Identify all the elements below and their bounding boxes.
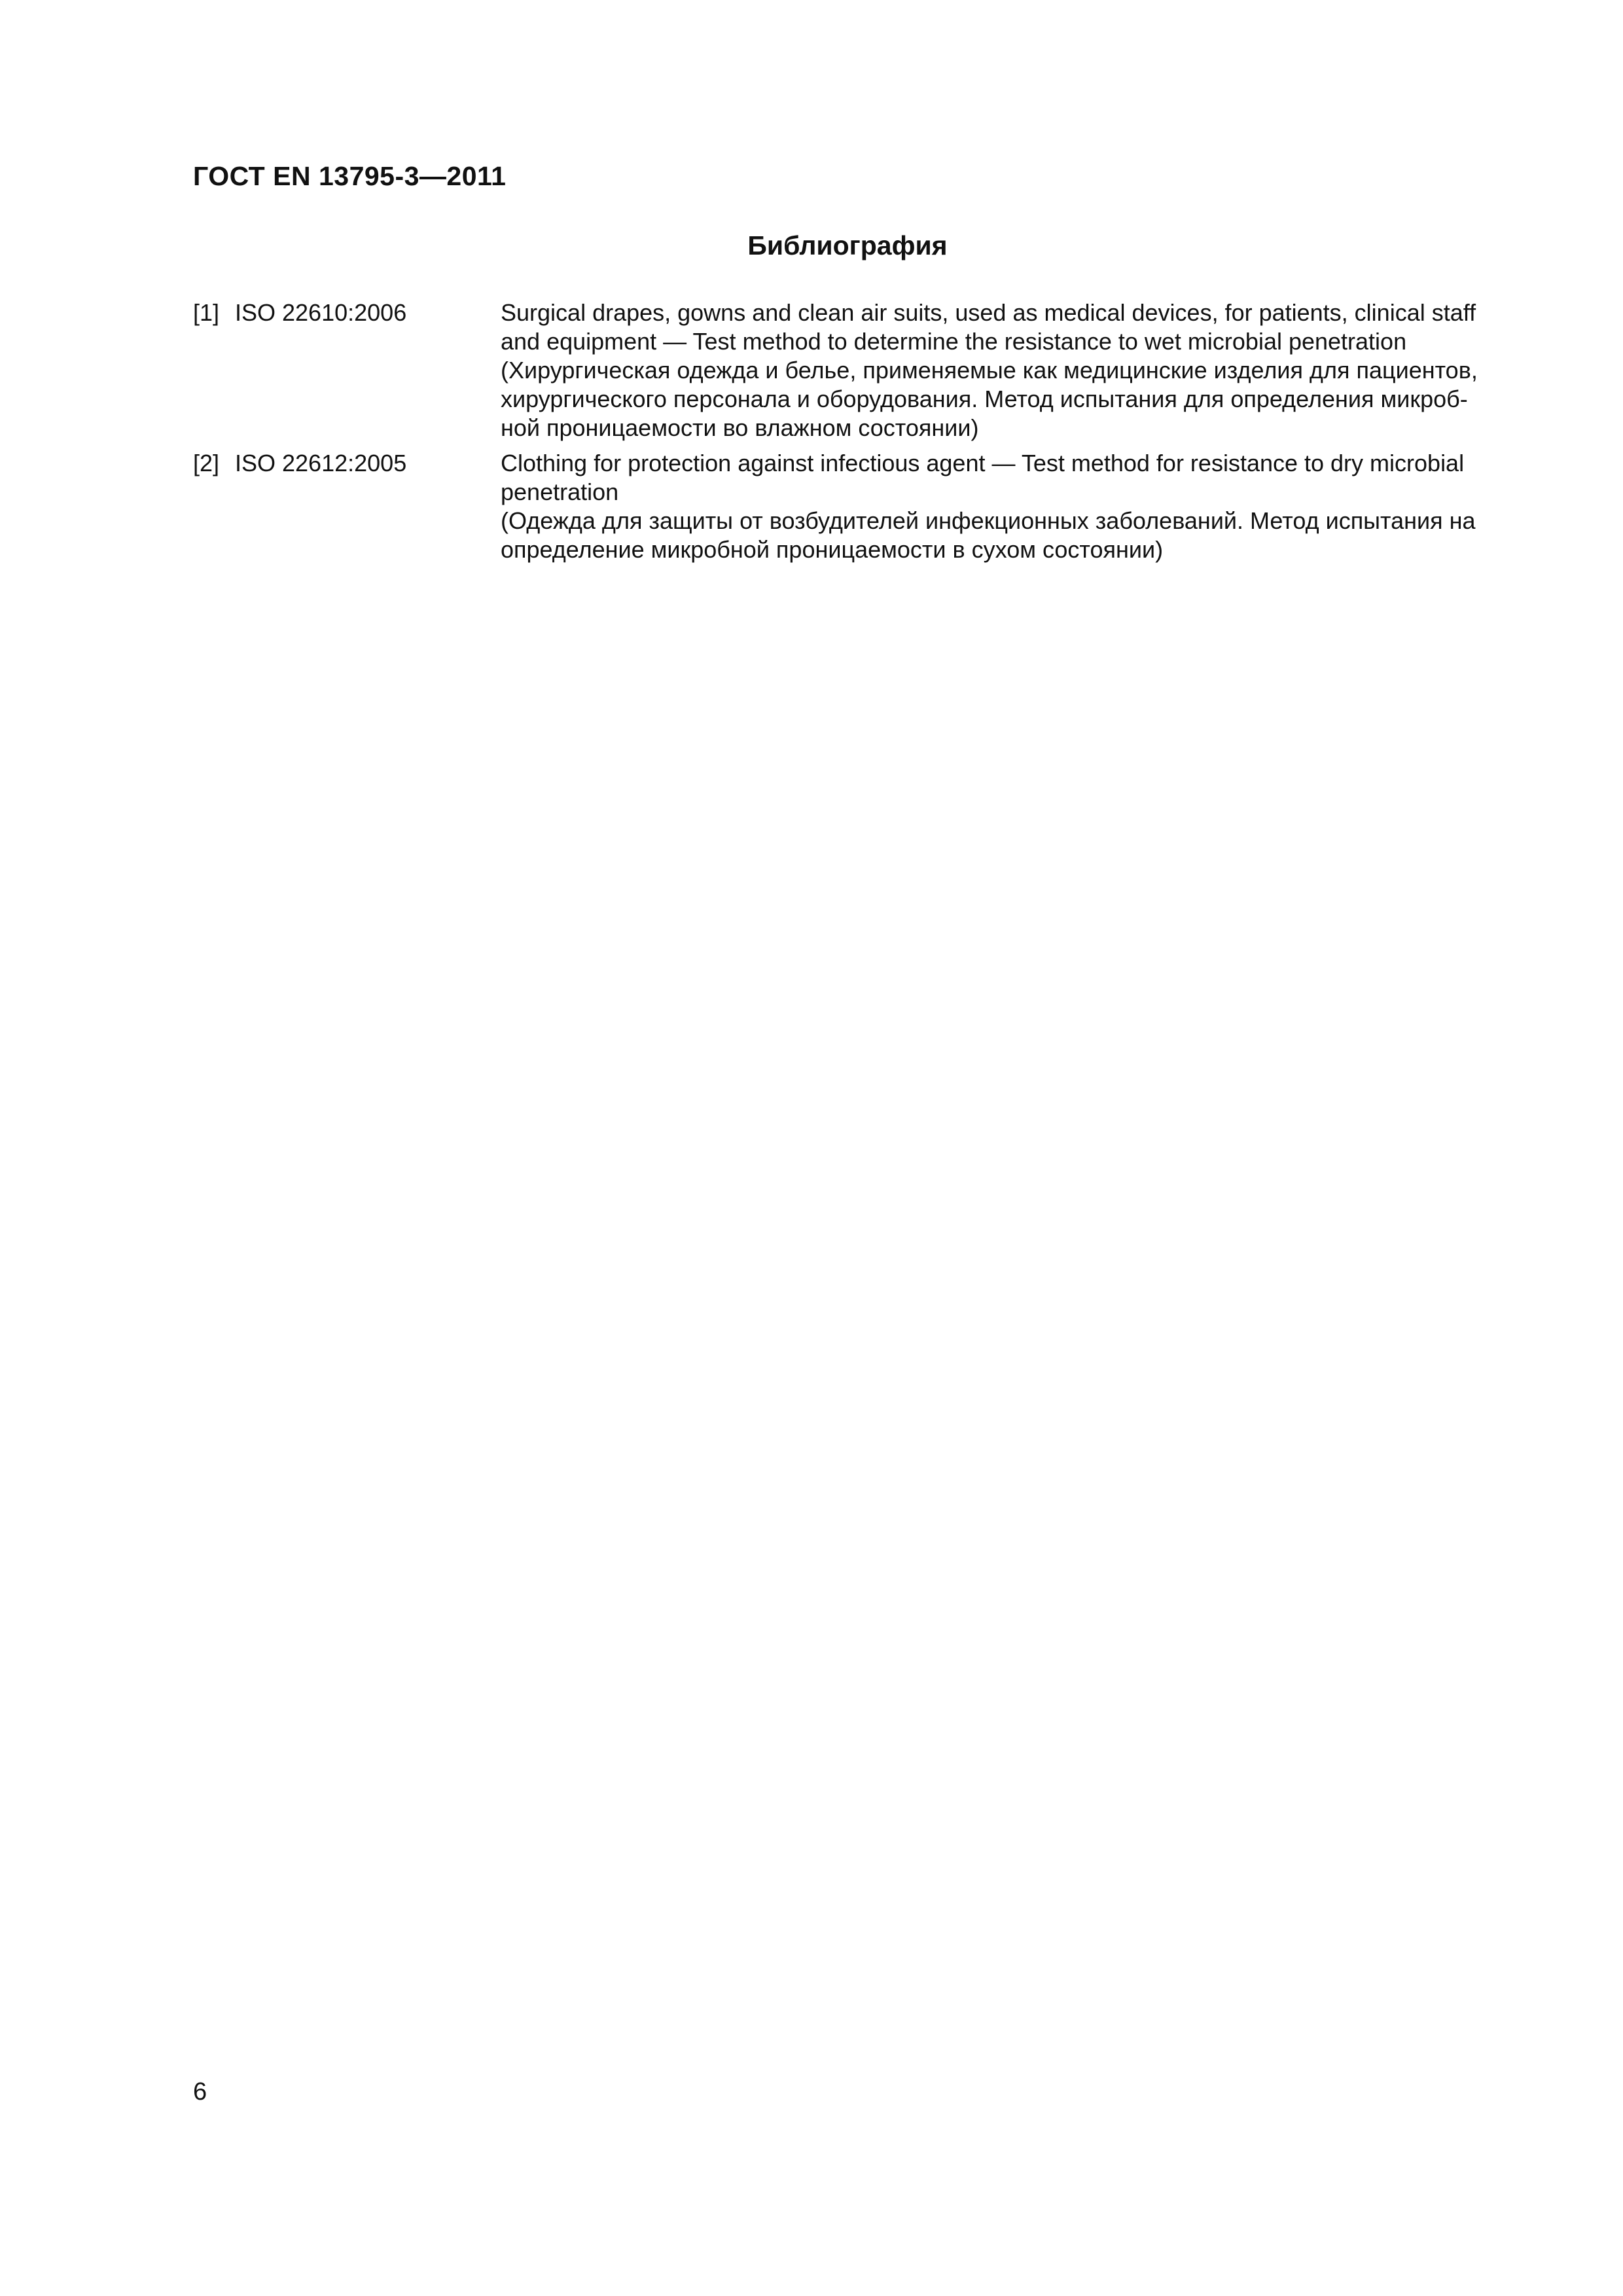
document-header: ГОСТ EN 13795-3—2011 bbox=[193, 161, 507, 191]
bibliography-entry-line: (Хирургическая одежда и белье, применяемые как медицинские изделия для пациентов, bbox=[501, 357, 1478, 384]
bibliography-entry-line: Surgical drapes, gowns and clean air suits, used as medical devices, for patients, clinical staff bbox=[501, 299, 1476, 326]
bibliography-entry-code: ISO 22612:2005 bbox=[235, 450, 407, 476]
bibliography-entry-number: [1] bbox=[193, 299, 220, 326]
bibliography-entry-line: (Одежда для защиты от возбудителей инфекционных заболеваний. Метод испытания на bbox=[501, 507, 1476, 534]
page-number: 6 bbox=[193, 2078, 207, 2106]
bibliography-entry-number: [2] bbox=[193, 450, 220, 476]
bibliography-entry-line: хирургического персонала и оборудования. Метод испытания для определения микроб- bbox=[501, 386, 1468, 412]
bibliography-entry-code: ISO 22610:2006 bbox=[235, 299, 407, 326]
bibliography-entry-line: ной проницаемости во влажном состоянии) bbox=[501, 414, 979, 441]
bibliography-entry-text bbox=[501, 298, 1508, 442]
section-title: Библиография bbox=[747, 230, 948, 260]
bibliography-entry-line: Clothing for protection against infectious agent — Test method for resistance to dry microbial bbox=[501, 450, 1465, 476]
bibliography-entry-line: and equipment — Test method to determine the resistance to wet microbial penetration bbox=[501, 328, 1407, 355]
bibliography-entry-line: penetration bbox=[501, 478, 619, 505]
bibliography-entry-text bbox=[501, 449, 1508, 564]
bibliography-entry-line: определение микробной проницаемости в сухом состоянии) bbox=[501, 536, 1164, 563]
